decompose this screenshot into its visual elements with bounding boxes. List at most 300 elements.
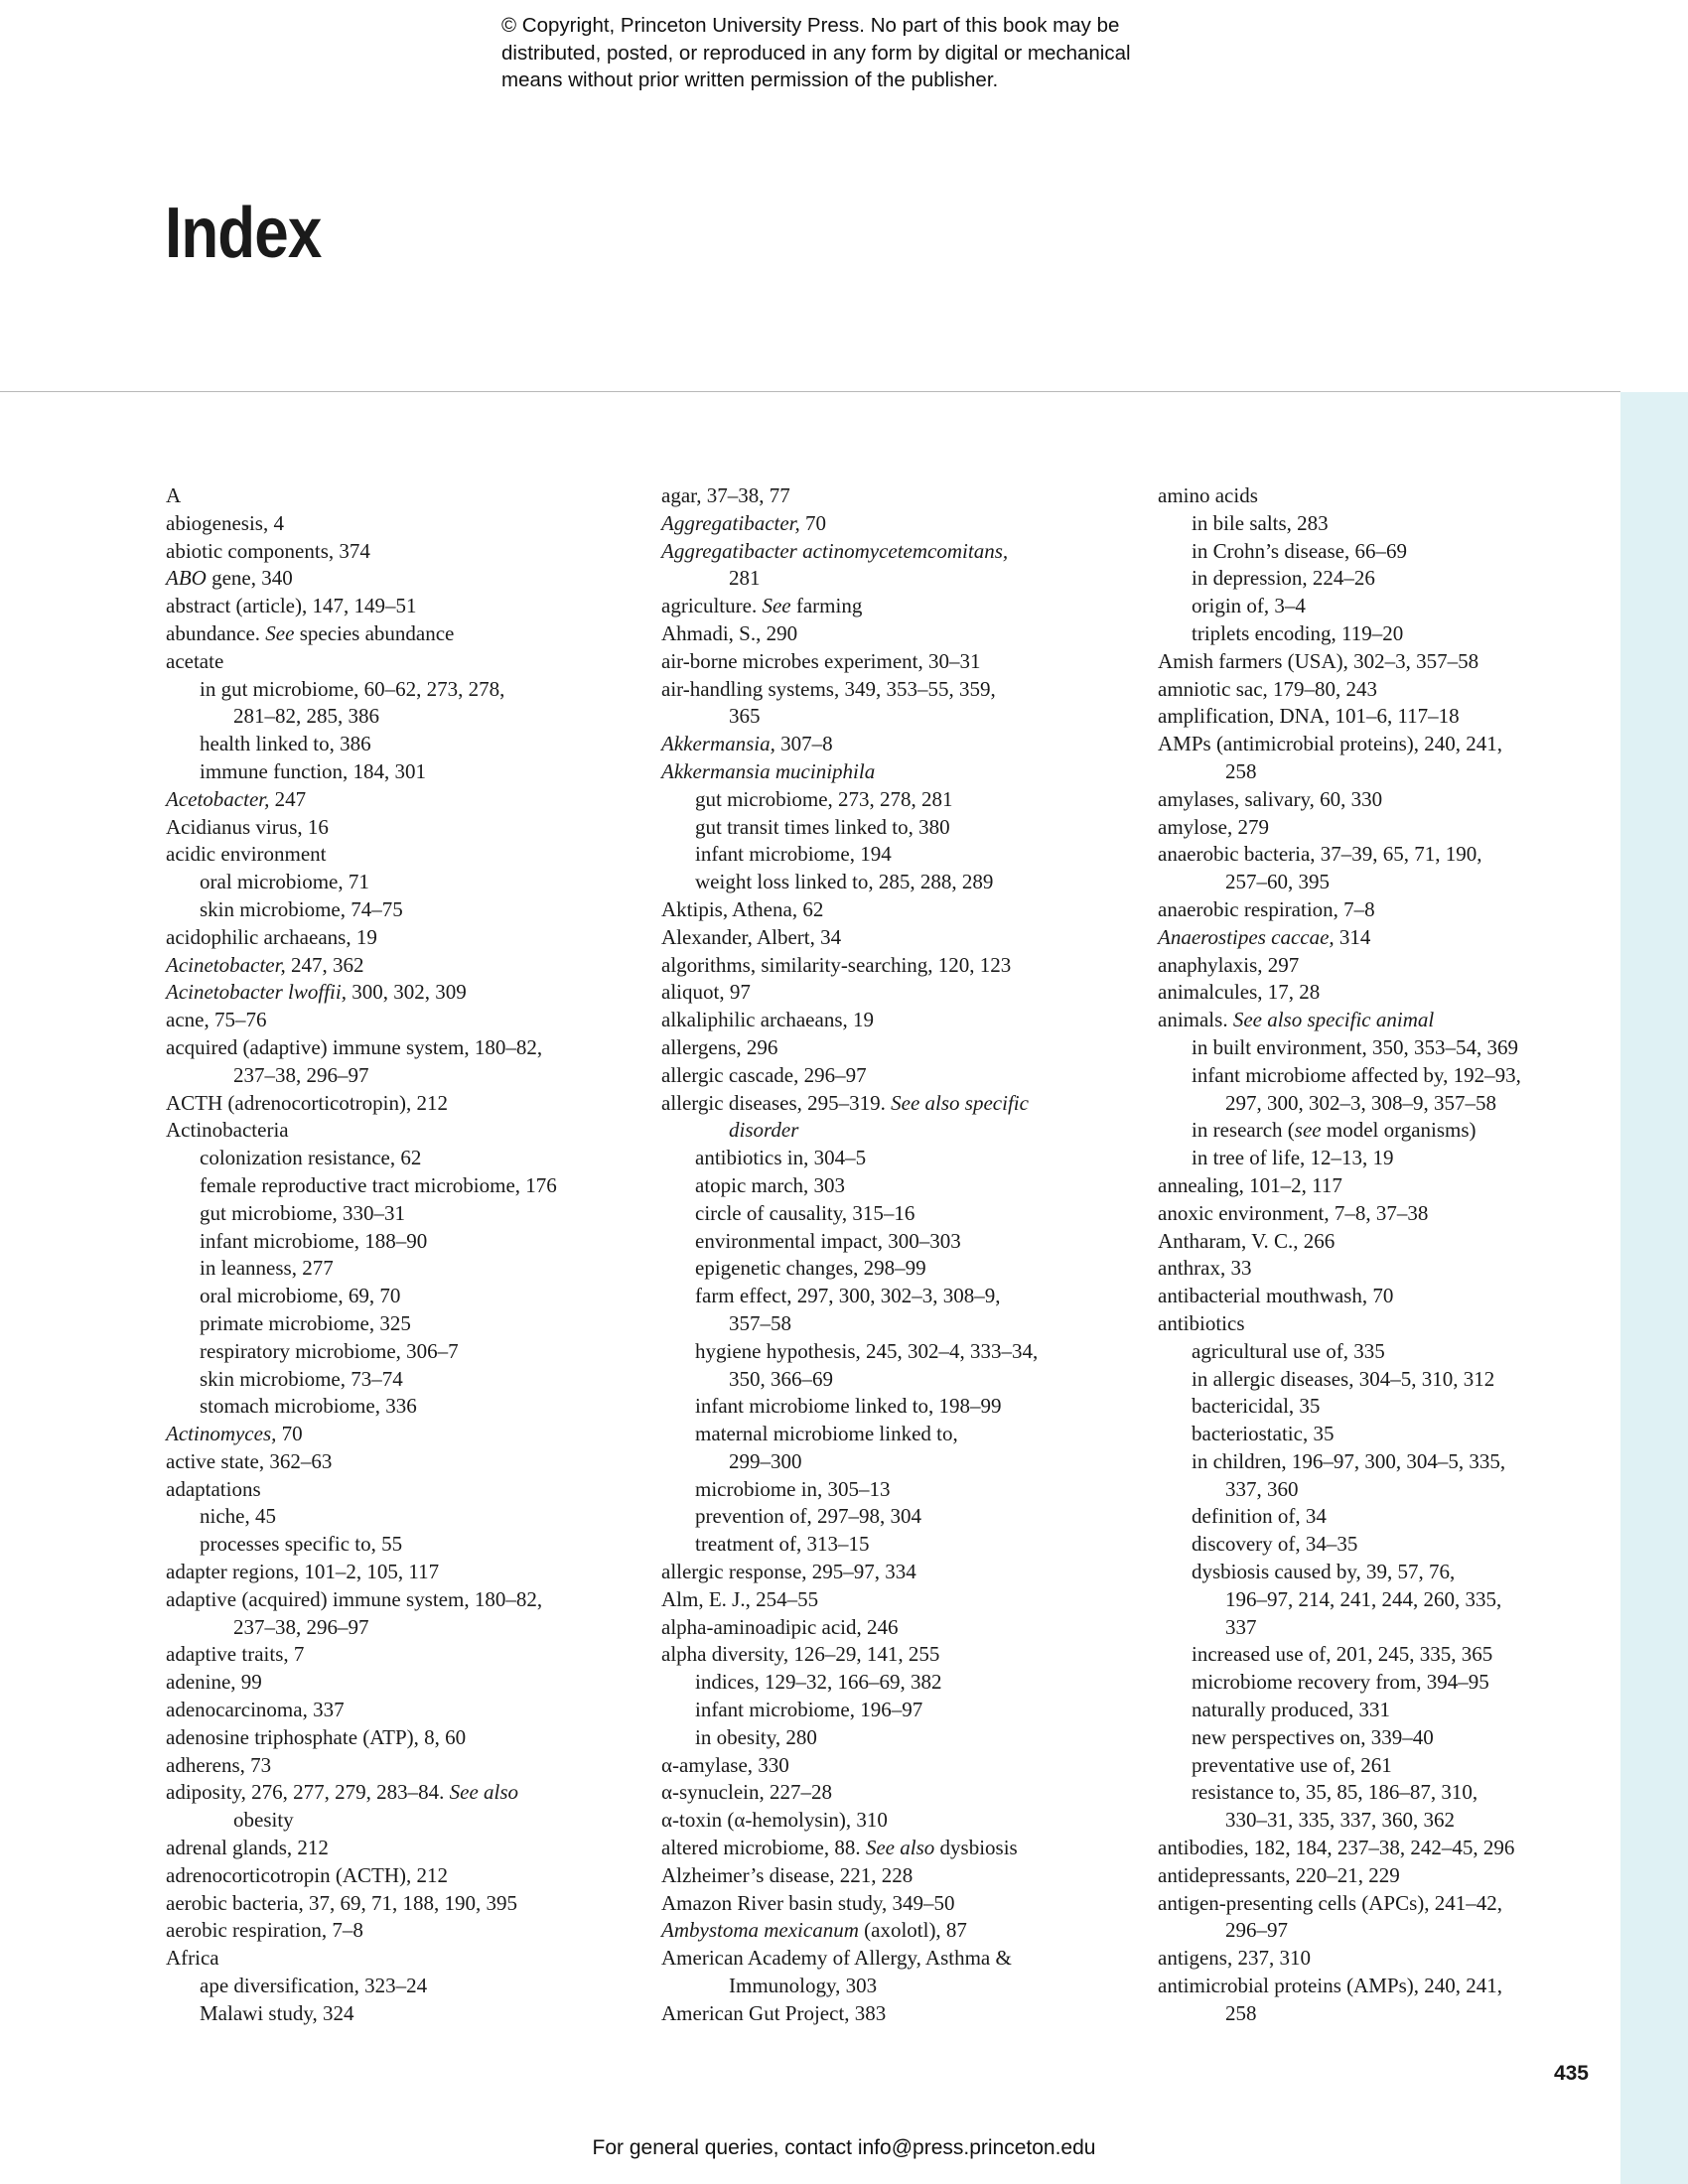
entry-continuation-line	[166, 1062, 633, 1090]
entry-text: 237–38, 296–97	[233, 1614, 369, 1639]
entry-text: aerobic respiration, 7–8	[166, 1918, 363, 1943]
index-subentry	[166, 869, 633, 896]
entry-text: in obesity, 280	[695, 1724, 817, 1749]
entry-text: antibacterial mouthwash, 70	[1158, 1284, 1394, 1308]
entry-line	[695, 1394, 1002, 1418]
index-entry	[166, 979, 633, 1007]
entry-line	[200, 1504, 276, 1528]
entry-continuation-line	[1158, 869, 1624, 896]
entry-text-italic: Akkermansia,	[661, 732, 775, 756]
entry-line	[200, 897, 403, 921]
entry-line	[166, 1780, 518, 1804]
entry-text: skin microbiome, 73–74	[200, 1366, 403, 1391]
index-subentry	[166, 1255, 633, 1283]
entry-text: Alzheimer’s disease, 221, 228	[661, 1862, 914, 1887]
entry-text: environmental impact, 300–303	[695, 1228, 961, 1253]
index-subentry	[1158, 1145, 1624, 1172]
index-subentry	[1158, 1669, 1624, 1697]
entry-line	[166, 1753, 271, 1777]
index-subentry	[166, 1310, 633, 1338]
entry-line	[166, 621, 454, 645]
entry-line	[1158, 953, 1299, 977]
copyright-line: distributed, posted, or reproduced in any form by digital or mechanical	[501, 41, 1131, 65]
entry-line	[166, 842, 327, 866]
entry-line	[166, 1560, 439, 1583]
index-entry	[1158, 1310, 1624, 1338]
entry-text: adaptations	[166, 1476, 261, 1501]
index-subentry	[1158, 1779, 1624, 1835]
index-subentry	[166, 1503, 633, 1531]
entry-text: in allergic diseases, 304–5, 310, 312	[1192, 1366, 1495, 1391]
entry-text: anoxic environment, 7–8, 37–38	[1158, 1200, 1429, 1225]
entry-text: amniotic sac, 179–80, 243	[1158, 676, 1378, 701]
entry-line	[200, 1367, 403, 1391]
entry-line	[166, 953, 363, 977]
entry-text-italic: See also specific animal	[1232, 1008, 1435, 1032]
index-subentry	[661, 1283, 1128, 1338]
entry-text: farm effect, 297, 300, 302–3, 308–9,	[695, 1284, 1001, 1308]
index-entry	[1158, 924, 1624, 952]
entry-line	[166, 1642, 304, 1666]
entry-text: health linked to, 386	[200, 732, 371, 756]
entry-text: acne, 75–76	[166, 1008, 267, 1032]
index-entry	[1158, 841, 1624, 896]
entry-text: amylose, 279	[1158, 814, 1269, 839]
entry-text: 350, 366–69	[729, 1366, 833, 1391]
entry-text: in research (	[1192, 1118, 1295, 1143]
index-subentry	[1158, 1366, 1624, 1394]
entry-line	[695, 1698, 922, 1721]
entry-text: anaphylaxis, 297	[1158, 952, 1300, 977]
entry-line	[166, 649, 223, 673]
index-entry	[1158, 1890, 1624, 1946]
entry-text: agricultural use of, 335	[1192, 1338, 1385, 1363]
index-entry	[661, 1862, 1128, 1890]
entry-text: circle of causality, 315–16	[695, 1200, 915, 1225]
index-entry	[661, 1007, 1128, 1034]
entry-text: Amish farmers (USA), 302–3, 357–58	[1158, 648, 1479, 673]
entry-line	[1192, 1698, 1390, 1721]
index-entry	[661, 979, 1128, 1007]
index-entry	[166, 1779, 633, 1835]
entry-line	[1158, 980, 1320, 1004]
index-entry	[166, 1862, 633, 1890]
entry-text: ACTH (adrenocorticotropin), 212	[166, 1090, 449, 1115]
index-subentry	[661, 1724, 1128, 1752]
entry-line	[1158, 483, 1258, 507]
entry-text: infant microbiome linked to, 198–99	[695, 1394, 1002, 1419]
entry-line	[1158, 1201, 1428, 1225]
entry-text: Ahmadi, S., 290	[661, 620, 798, 645]
entry-line	[200, 1146, 421, 1169]
entry-text: 307–8	[774, 732, 833, 756]
entry-text: in children, 196–97, 300, 304–5, 335,	[1192, 1448, 1506, 1473]
index-entry	[166, 1835, 633, 1862]
entry-line	[1158, 1836, 1514, 1859]
copyright-line: © Copyright, Princeton University Press. No part of this book may be	[501, 14, 1120, 37]
entry-line	[1158, 1173, 1342, 1197]
index-subentry	[166, 1145, 633, 1172]
index-column-3	[1158, 482, 1624, 2028]
index-entry	[661, 1034, 1128, 1062]
entry-text-italic: Acinetobacter lwoffii,	[166, 980, 347, 1005]
entry-continuation-line	[200, 703, 633, 731]
page-number: 435	[1553, 2062, 1589, 2085]
entry-line	[695, 1284, 1001, 1307]
entry-text-italic: See also	[449, 1780, 519, 1805]
entry-line	[661, 1560, 916, 1583]
entry-text: treatment of, 313–15	[695, 1532, 870, 1557]
entry-line	[1192, 621, 1403, 645]
entry-line	[1158, 1229, 1335, 1253]
index-subentry	[661, 1393, 1128, 1421]
entry-line	[166, 1918, 363, 1942]
entry-text: oral microbiome, 71	[200, 870, 369, 894]
entry-line	[661, 1008, 874, 1031]
entry-text: 258	[1225, 758, 1257, 783]
entry-text: oral microbiome, 69, 70	[200, 1284, 401, 1308]
entry-text: allergens, 296	[661, 1034, 778, 1059]
entry-text: 70	[276, 1422, 303, 1446]
entry-text: infant microbiome, 188–90	[200, 1228, 428, 1253]
entry-line	[1192, 1532, 1357, 1556]
index-entry	[166, 1090, 633, 1118]
entry-line	[661, 649, 980, 673]
entry-text: 300, 302, 309	[346, 980, 467, 1005]
index-entry	[661, 731, 1128, 758]
entry-text-italic: Acetobacter,	[166, 786, 270, 811]
index-entry	[1158, 814, 1624, 842]
entry-text: niche, 45	[200, 1504, 276, 1529]
index-subentry	[1158, 1117, 1624, 1145]
entry-text: Acidianus virus, 16	[166, 814, 329, 839]
entry-text: antibiotics in, 304–5	[695, 1146, 867, 1170]
entry-text-italic: Actinomyces,	[166, 1422, 277, 1446]
entry-line	[695, 1422, 958, 1445]
entry-text: processes specific to, 55	[200, 1532, 403, 1557]
index-entry	[166, 538, 633, 566]
index-subentry	[1158, 1393, 1624, 1421]
entry-line	[661, 1863, 913, 1887]
index-subentry	[661, 814, 1128, 842]
entry-line	[661, 1918, 967, 1942]
entry-text: alpha diversity, 126–29, 141, 255	[661, 1642, 940, 1667]
entry-line	[695, 1477, 891, 1501]
entry-text: air-handling systems, 349, 353–55, 359,	[661, 676, 996, 701]
entry-line	[1192, 1035, 1518, 1059]
index-subentry	[1158, 1641, 1624, 1669]
entry-line	[200, 1229, 427, 1253]
entry-line	[1192, 1560, 1455, 1583]
entry-line	[166, 1836, 329, 1859]
index-entry	[1158, 786, 1624, 814]
index-subentry	[661, 1255, 1128, 1283]
entry-line	[1158, 1863, 1400, 1887]
index-entry	[661, 1890, 1128, 1918]
entry-text: bactericidal, 35	[1192, 1394, 1321, 1419]
entry-line	[661, 511, 826, 535]
entry-line	[166, 787, 306, 811]
entry-text: preventative use of, 261	[1192, 1752, 1392, 1777]
entry-line	[200, 759, 426, 783]
entry-line	[166, 1946, 219, 1970]
index-entry	[166, 1697, 633, 1724]
entry-line	[166, 1118, 289, 1142]
entry-continuation-line	[695, 1366, 1128, 1394]
entry-line	[166, 539, 370, 563]
index-entry	[166, 1559, 633, 1586]
entry-line	[695, 1504, 921, 1528]
entry-text: (axolotl), 87	[858, 1918, 967, 1943]
index-subentry	[166, 1228, 633, 1256]
entry-line	[166, 1091, 448, 1115]
entry-line	[166, 1587, 542, 1611]
entry-text: 299–300	[729, 1448, 802, 1473]
index-entry	[1158, 482, 1624, 510]
index-subentry	[166, 2000, 633, 2028]
entry-text: gut transit times linked to, 380	[695, 814, 950, 839]
entry-line	[166, 1891, 517, 1915]
entry-text: gut microbiome, 273, 278, 281	[695, 786, 953, 811]
index-entry	[661, 482, 1128, 510]
entry-continuation-line	[695, 1310, 1128, 1338]
index-subentry	[1158, 620, 1624, 648]
index-entry	[661, 1779, 1128, 1807]
header-divider	[0, 391, 1620, 392]
entry-text: in gut microbiome, 60–62, 273, 278,	[200, 676, 505, 701]
entry-text: animals.	[1158, 1008, 1233, 1032]
index-entry	[661, 1641, 1128, 1669]
index-entry	[1158, 1283, 1624, 1310]
entry-text: 337, 360	[1225, 1476, 1299, 1501]
index-entry	[661, 1807, 1128, 1835]
entry-text: female reproductive tract microbiome, 176	[200, 1172, 557, 1197]
entry-text: infant microbiome affected by, 192–93,	[1192, 1062, 1521, 1087]
entry-line	[695, 1146, 866, 1169]
entry-text: in Crohn’s disease, 66–69	[1192, 538, 1407, 563]
entry-text: naturally produced, 331	[1192, 1698, 1391, 1722]
index-subentry	[166, 676, 633, 732]
entry-text: anaerobic respiration, 7–8	[1158, 896, 1375, 921]
entry-text: animalcules, 17, 28	[1158, 980, 1321, 1005]
entry-continuation-line	[166, 1807, 633, 1835]
index-entry	[166, 1752, 633, 1780]
entry-text: amino acids	[1158, 483, 1258, 507]
entry-line	[695, 1339, 1038, 1363]
entry-text: 281	[729, 566, 761, 591]
entry-text: American Gut Project, 383	[661, 2000, 887, 2025]
index-entry	[166, 814, 633, 842]
entry-text-italic: see	[1294, 1118, 1322, 1143]
entry-line	[1158, 677, 1377, 701]
entry-line	[1192, 1449, 1505, 1473]
entry-line	[1158, 704, 1460, 728]
entry-text: 237–38, 296–97	[233, 1062, 369, 1087]
entry-line	[1158, 787, 1382, 811]
entry-line	[661, 1091, 1029, 1115]
entry-text: 297, 300, 302–3, 308–9, 357–58	[1225, 1090, 1496, 1115]
entry-text-italic: See	[265, 620, 295, 645]
entry-text: adenosine triphosphate (ATP), 8, 60	[166, 1724, 467, 1749]
index-entry	[166, 510, 633, 538]
index-entry	[166, 1641, 633, 1669]
index-entry	[1158, 1862, 1624, 1890]
entry-text: infant microbiome, 196–97	[695, 1698, 923, 1722]
entry-text-italic: Anaerostipes caccae,	[1158, 924, 1335, 949]
entry-text: 357–58	[729, 1310, 791, 1335]
entry-line	[166, 1698, 345, 1721]
entry-text: aerobic bacteria, 37, 69, 71, 188, 190, 395	[166, 1890, 517, 1915]
entry-text: active state, 362–63	[166, 1448, 333, 1473]
entry-text-italic: See	[762, 594, 791, 618]
index-entry	[661, 1917, 1128, 1945]
entry-line	[166, 980, 467, 1004]
entry-text: 337	[1225, 1614, 1257, 1639]
entry-text: Alexander, Albert, 34	[661, 924, 842, 949]
entry-text: Alm, E. J., 254–55	[661, 1586, 819, 1611]
index-subentry	[166, 1531, 633, 1559]
index-entry	[1158, 1007, 1624, 1034]
index-subentry	[661, 1697, 1128, 1724]
entry-text: Aktipis, Athena, 62	[661, 896, 824, 921]
entry-text-italic: See also specific	[891, 1090, 1029, 1115]
entry-line	[695, 870, 993, 893]
entry-line	[200, 2001, 354, 2025]
index-entry	[166, 841, 633, 869]
index-entry	[661, 648, 1128, 676]
entry-text: Antharam, V. C., 266	[1158, 1228, 1336, 1253]
entry-text-italic: ABO	[166, 566, 207, 591]
entry-line	[166, 511, 284, 535]
index-entry	[166, 620, 633, 648]
index-entry	[661, 924, 1128, 952]
index-entry	[1158, 1835, 1624, 1862]
entry-text: adaptive (acquired) immune system, 180–82,	[166, 1586, 543, 1611]
index-entry	[166, 1586, 633, 1642]
entry-line	[1192, 1394, 1320, 1418]
index-entry	[166, 952, 633, 980]
entry-line	[661, 1615, 899, 1639]
index-subentry	[166, 1283, 633, 1310]
entry-line	[1158, 1974, 1502, 1997]
entry-text: gut microbiome, 330–31	[200, 1200, 406, 1225]
entry-text: adaptive traits, 7	[166, 1642, 305, 1667]
entry-line	[661, 1891, 955, 1915]
index-entry	[1158, 703, 1624, 731]
index-entry	[166, 1034, 633, 1090]
index-entry	[166, 1476, 633, 1504]
entry-line	[166, 1449, 332, 1473]
entry-line	[661, 1642, 939, 1666]
entry-text: 258	[1225, 2000, 1257, 2025]
entry-text: acetate	[166, 648, 224, 673]
index-subentry	[166, 1338, 633, 1366]
index-entry	[661, 1752, 1128, 1780]
index-subentry	[166, 731, 633, 758]
entry-line	[166, 1670, 262, 1694]
entry-line	[661, 1836, 1018, 1859]
entry-text: increased use of, 201, 245, 335, 365	[1192, 1642, 1493, 1667]
entry-text: air-borne microbes experiment, 30–31	[661, 648, 981, 673]
entry-line	[200, 1201, 405, 1225]
index-column-1	[166, 482, 633, 2028]
entry-line	[166, 925, 377, 949]
entry-line	[661, 1753, 789, 1777]
index-subentry	[1158, 1697, 1624, 1724]
entry-line	[1158, 1256, 1251, 1280]
index-entry	[1158, 952, 1624, 980]
entry-line	[1192, 594, 1306, 617]
entry-line	[1192, 1118, 1477, 1142]
entry-line	[661, 1063, 867, 1087]
entry-line	[661, 1035, 777, 1059]
entry-continuation-line	[1158, 1917, 1624, 1945]
entry-text: abstract (article), 147, 149–51	[166, 594, 417, 618]
chapter-edge-tab	[1620, 392, 1688, 2184]
entry-line	[166, 483, 181, 507]
entry-text: 247	[269, 786, 307, 811]
entry-continuation-line	[1158, 758, 1624, 786]
index-subentry	[166, 1200, 633, 1228]
index-subentry	[661, 1503, 1128, 1531]
index-entry	[1158, 979, 1624, 1007]
copyright-line: means without prior written permission of the publisher.	[501, 68, 999, 91]
entry-line	[200, 1173, 557, 1197]
index-subentry	[166, 1393, 633, 1421]
index-subentry	[661, 869, 1128, 896]
entry-text: definition of, 34	[1192, 1504, 1327, 1529]
entry-text: 314	[1334, 924, 1371, 949]
entry-text: antibodies, 182, 184, 237–38, 242–45, 296	[1158, 1836, 1515, 1860]
index-entry	[166, 1890, 633, 1918]
entry-text: species abundance	[294, 620, 455, 645]
index-entry	[661, 1835, 1128, 1862]
entry-continuation-line	[1192, 1586, 1624, 1614]
entry-line	[1158, 1008, 1434, 1031]
entry-text: adapter regions, 101–2, 105, 117	[166, 1560, 440, 1584]
entry-text: α-synuclein, 227–28	[661, 1780, 832, 1805]
entry-line	[1158, 897, 1375, 921]
entry-line	[200, 870, 369, 893]
entry-line	[1158, 925, 1370, 949]
entry-text: adenine, 99	[166, 1670, 262, 1695]
entry-line	[661, 1587, 818, 1611]
entry-line	[695, 842, 892, 866]
entry-text: aliquot, 97	[661, 980, 751, 1005]
index-subentry	[1158, 1531, 1624, 1559]
entry-text: skin microbiome, 74–75	[200, 896, 403, 921]
entry-text: agar, 37–38, 77	[661, 483, 790, 507]
index-entry	[166, 648, 633, 676]
entry-text: discovery of, 34–35	[1192, 1532, 1358, 1557]
entry-continuation-line	[1192, 1614, 1624, 1642]
entry-text-italic: Ambystoma mexicanum	[661, 1918, 859, 1943]
entry-line	[166, 1422, 303, 1445]
index-entry	[1158, 1172, 1624, 1200]
entry-continuation-line	[661, 1117, 1128, 1145]
entry-text: allergic cascade, 296–97	[661, 1062, 867, 1087]
entry-text: colonization resistance, 62	[200, 1146, 422, 1170]
entry-line	[661, 2001, 886, 2025]
entry-text: obesity	[233, 1808, 294, 1833]
index-subentry	[661, 1172, 1128, 1200]
entry-text: infant microbiome, 194	[695, 842, 892, 867]
index-entry	[661, 896, 1128, 924]
entry-line	[1158, 842, 1482, 866]
index-subentry	[1158, 538, 1624, 566]
index-entry	[166, 1945, 633, 1973]
entry-line	[661, 539, 1008, 563]
